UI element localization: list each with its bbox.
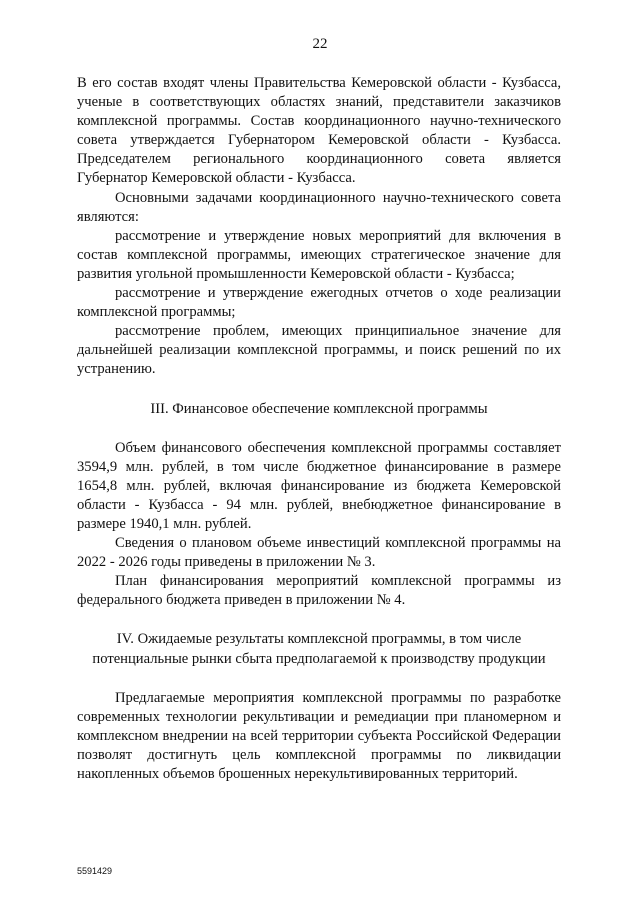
section-4-title-line-1: IV. Ожидаемые результаты комплексной программы, в том числе xyxy=(116,631,522,648)
section-4-title-line-2: потенциальные рынки сбыта предполагаемой к производству продукции xyxy=(92,650,546,667)
paragraph-council-composition: В его состав входят члены Правительства Кемеровской области - Кузбасса, ученые в соответствующих областях знаний, представители заказчиков комплексной программы. Состав координационного научно-технического совета утверждается Губернатором Кемеровской области - Кузбасса. Председателем регионального координационного совета является Губернатор Кемеровской области - Кузбасса. xyxy=(77,75,561,187)
paragraph-task-problems: рассмотрение проблем, имеющих принципиальное значение для дальнейшей реализации комплексной программы, и поиск решений по их устранению. xyxy=(77,323,561,378)
paragraph-task-new-measures: рассмотрение и утверждение новых мероприятий для включения в состав комплексной программы, имеющих стратегическое значение для развития угольной промышленности Кемеровской области - Кузбасса; xyxy=(77,227,561,282)
paragraph-task-annual-reports: рассмотрение и утверждение ежегодных отчетов о ходе реализации комплексной программы; xyxy=(77,285,561,321)
section-3-title: III. Финансовое обеспечение комплексной программы xyxy=(150,400,488,417)
section-4-title xyxy=(77,630,561,668)
paragraph-council-tasks-intro: Основными задачами координационного научно-технического совета являются: xyxy=(77,189,561,225)
footer-document-code: 5591429 xyxy=(77,866,113,876)
page-number: 22 xyxy=(312,36,328,52)
paragraph-federal-funding-plan: План финансирования мероприятий комплексной программы из федерального бюджета приведен в приложении № 4. xyxy=(77,573,561,609)
paragraph-expected-results: Предлагаемые мероприятия комплексной программы по разработке современных технологии рекультивации и ремедиации при планомерном и комплексном внедрении на всей территории субъекта Российской Федерации позволят достигнуть цель комплексной программы по ликвидации накопленных объемов брошенных нерекультивированных территорий. xyxy=(77,689,561,782)
document-body xyxy=(77,74,561,784)
paragraph-funding-volume: Объем финансового обеспечения комплексной программы составляет 3594,9 млн. рублей, в том числе бюджетное финансирование в размере 1654,8 млн. рублей, включая финансирование из бюджета Кемеровской области - Кузбасса - 94 млн. рублей, внебюджетное финансирование в размере 1940,1 млн. рублей. xyxy=(77,439,561,532)
paragraph-investment-info: Сведения о плановом объеме инвестиций комплексной программы на 2022 - 2026 годы приведены в приложении № 3. xyxy=(77,535,561,571)
